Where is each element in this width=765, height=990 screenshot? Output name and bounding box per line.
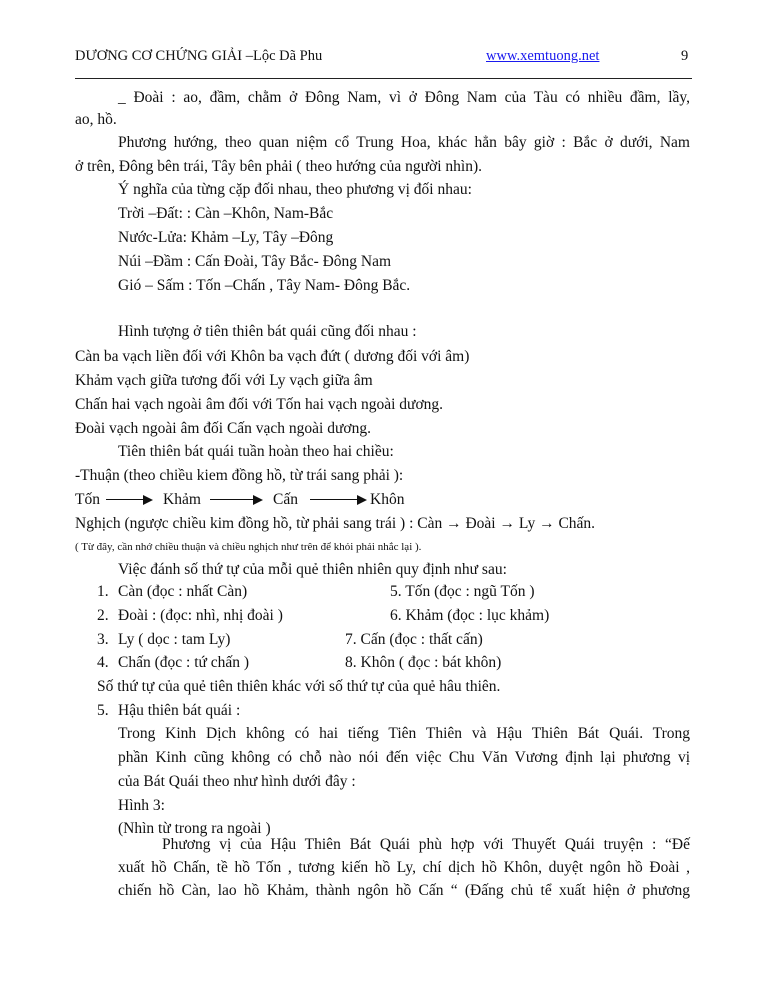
paragraph-line: Việc đánh số thứ tự của mỗi quẻ thiên nhiên quy định như sau:	[118, 561, 507, 578]
list-number: 4.	[97, 654, 109, 671]
paragraph-line: Hình tượng ở tiên thiên bát quái cũng đối nhau :	[118, 323, 417, 340]
paragraph-line: Ý nghĩa của từng cặp đối nhau, theo phương vị đối nhau:	[118, 181, 472, 198]
page-number: 9	[681, 48, 689, 64]
sequence-item: Tốn	[75, 491, 100, 508]
paragraph-line: xuất hồ Chấn, tề hồ Tốn , tương kiến hồ Ly, chí dịch hồ Khôn, duyệt ngôn hồ Đoài ,	[118, 859, 690, 876]
list-item: Đoài : (đọc: nhì, nhị đoài )	[118, 607, 283, 624]
pair-line: Núi –Đầm : Cấn Đoài, Tây Bắc- Đông Nam	[118, 253, 392, 270]
paragraph-line: Tiên thiên bát quái tuần hoàn theo hai chiều:	[118, 443, 394, 460]
pair-line: Gió – Sấm : Tốn –Chấn , Tây Nam- Đông Bắc.	[118, 277, 411, 294]
list-number: 1.	[97, 583, 109, 600]
figure-note: (Nhìn từ trong ra ngoài )	[118, 820, 271, 837]
arrow-right-icon	[106, 495, 153, 505]
paragraph-line: chiến hồ Càn, lao hồ Khảm, thành ngôn hồ Cấn “ (Đấng chủ tể xuất hiện ở phương	[118, 882, 690, 899]
list-item: Chấn (đọc : tứ chấn )	[118, 654, 250, 671]
sequence-item: Khôn	[370, 491, 405, 508]
paragraph-line: phần Kinh cũng không có chỗ nào nói đến việc Chu Văn Vương định lại phương vị	[118, 749, 690, 766]
header-url-link[interactable]: www.xemtuong.net	[486, 48, 600, 64]
list-item: Ly ( dọc : tam Ly)	[118, 631, 231, 648]
list-number: 2.	[97, 607, 109, 624]
image-line: Càn ba vạch liền đối với Khôn ba vạch đứt ( dương đối với âm)	[75, 348, 470, 365]
paragraph-line: Phương vị của Hậu Thiên Bát Quái phù hợp với Thuyết Quái truyện : “Đế	[162, 836, 690, 853]
list-item: 7. Cấn (đọc : thất cấn)	[345, 631, 483, 648]
pair-line: Trời –Đất: : Càn –Khôn, Nam-Bắc	[118, 205, 334, 222]
header-rule	[75, 78, 692, 79]
section-number: 5.	[97, 702, 109, 719]
note-line: ( Từ đây, cần nhớ chiều thuận và chiều nghịch như trên để khỏi phải nhắc lại ).	[75, 541, 422, 553]
arrow-right-icon	[310, 495, 367, 505]
header-title: DƯƠNG CƠ CHỨNG GIẢI –Lộc Dã Phu	[75, 48, 323, 64]
list-item: 6. Khảm (đọc : lục khảm)	[390, 607, 550, 624]
list-item: 8. Khôn ( đọc : bát khôn)	[345, 654, 502, 671]
sequence-item: Cấn	[273, 491, 298, 508]
paragraph-line: ao, hồ.	[75, 111, 117, 128]
arrow-right-icon	[210, 495, 263, 505]
section-title: Hậu thiên bát quái :	[118, 702, 241, 719]
image-line: Khảm vạch giữa tương đối với Ly vạch giữa âm	[75, 372, 373, 389]
thuan-line: -Thuận (theo chiều kiem đồng hồ, từ trái sang phải ):	[75, 467, 404, 484]
pair-line: Nước-Lửa: Khảm –Ly, Tây –Đông	[118, 229, 334, 246]
nghich-line: Nghịch (ngược chiều kim đồng hồ, từ phải sang trái ) : Càn → Đoài → Ly → Chấn.	[75, 515, 596, 532]
paragraph-line: _ Đoài : ao, đầm, chằm ở Đông Nam, vì ở Đông Nam của Tàu có nhiều đầm, lầy,	[118, 89, 690, 106]
figure-label: Hình 3:	[118, 797, 165, 814]
paragraph-line: của Bát Quái theo như hình dưới đây :	[118, 773, 356, 790]
list-item: Càn (đọc : nhất Càn)	[118, 583, 248, 600]
paragraph-line: Phương hướng, theo quan niệm cổ Trung Hoa, khác hẳn bây giờ : Bắc ở dưới, Nam	[118, 134, 690, 151]
image-line: Đoài vạch ngoài âm đối Cấn vạch ngoài dương.	[75, 420, 371, 437]
sequence-item: Khảm	[163, 491, 201, 508]
image-line: Chấn hai vạch ngoài âm đối với Tốn hai vạch ngoài dương.	[75, 396, 444, 413]
paragraph-line: ở trên, Đông bên trái, Tây bên phải ( theo hướng của người nhìn).	[75, 158, 482, 175]
list-item: 5. Tốn (đọc : ngũ Tốn )	[390, 583, 535, 600]
list-number: 3.	[97, 631, 109, 648]
paragraph-line: Số thứ tự của quẻ tiên thiên khác với số thứ tự của quẻ hâu thiên.	[97, 678, 501, 695]
paragraph-line: Trong Kinh Dịch không có hai tiếng Tiên Thiên và Hậu Thiên Bát Quái. Trong	[118, 725, 690, 742]
